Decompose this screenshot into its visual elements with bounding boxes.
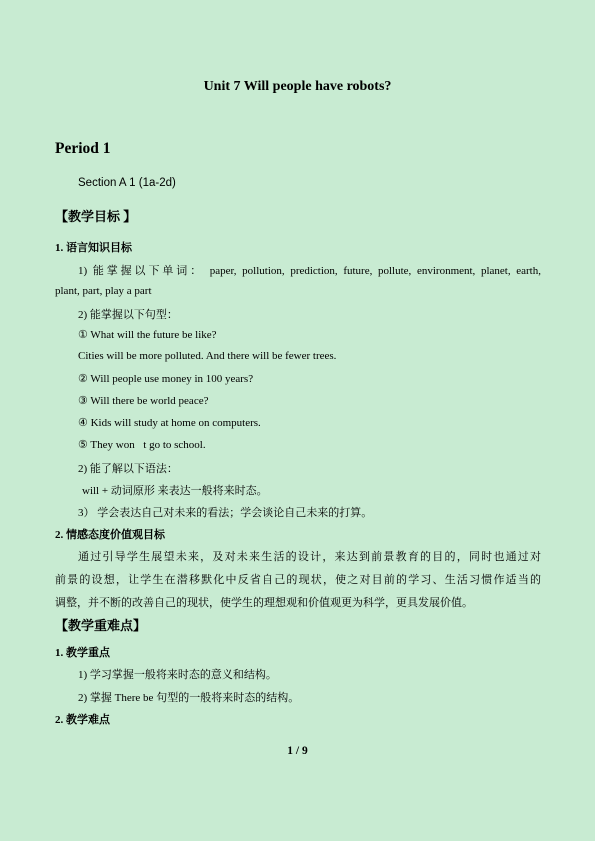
focus-heading: 1. 教学重点	[55, 647, 110, 659]
affective-objectives-heading: 2. 情感态度价值观目标	[55, 529, 165, 541]
focus-item: 2) 掌握 There be 句型的一般将来时态的结构。	[78, 692, 300, 704]
sentence-item: ④ Kids will study at home on computers.	[78, 417, 261, 429]
language-objectives-heading: 1. 语言知识目标	[55, 242, 132, 254]
objectives-heading: 【教学目标 】	[55, 209, 137, 224]
key-points-heading: 【教学重难点】	[55, 618, 147, 633]
vocab-line-2: plant, part, play a part	[55, 285, 152, 297]
sentence-item: ⑤ They won t go to school.	[78, 439, 206, 451]
sentence-item: ② Will people use money in 100 years?	[78, 373, 254, 385]
document-title: Unit 7 Will people have robots?	[203, 79, 392, 94]
vocab-line-1: 1) 能掌握以下单词： paper, pollution, prediction, future, pollute, environment, planet, earth,	[78, 265, 541, 277]
grammar-intro: 2) 能了解以下语法：	[78, 463, 178, 475]
sentence-item: ③ Will there be world peace?	[78, 395, 209, 407]
affective-line-1: 通过引导学生展望未来，及对未来生活的设计，来达到前景教育的目的，同时也通过对	[78, 551, 541, 563]
page-number: 1 / 9	[287, 745, 308, 757]
grammar-line: will + 动词原形 来表达一般将来时态。	[82, 485, 268, 497]
section-label: Section A 1 (1a-2d)	[78, 177, 176, 189]
period-heading: Period 1	[55, 140, 111, 157]
difficulty-heading: 2. 教学难点	[55, 714, 110, 726]
affective-line-3: 调整，并不断的改善自己的现状，使学生的理想观和价值观更为科学，更具发展价值。	[55, 597, 473, 609]
sentence-item: ① What will the future be like?	[78, 329, 217, 341]
affective-line-2: 前景的设想，让学生在潜移默化中反省自己的现状，使之对目前的学习、生活习惯作适当的	[55, 574, 541, 586]
focus-item: 1) 学习掌握一般将来时态的意义和结构。	[78, 669, 277, 681]
sentence-item: Cities will be more polluted. And there will be fewer trees.	[78, 350, 337, 362]
sentence-pattern-intro: 2) 能掌握以下句型：	[78, 309, 178, 321]
expression-line: 3） 学会表达自己对未来的看法；学会谈论自己未来的打算。	[78, 507, 373, 519]
